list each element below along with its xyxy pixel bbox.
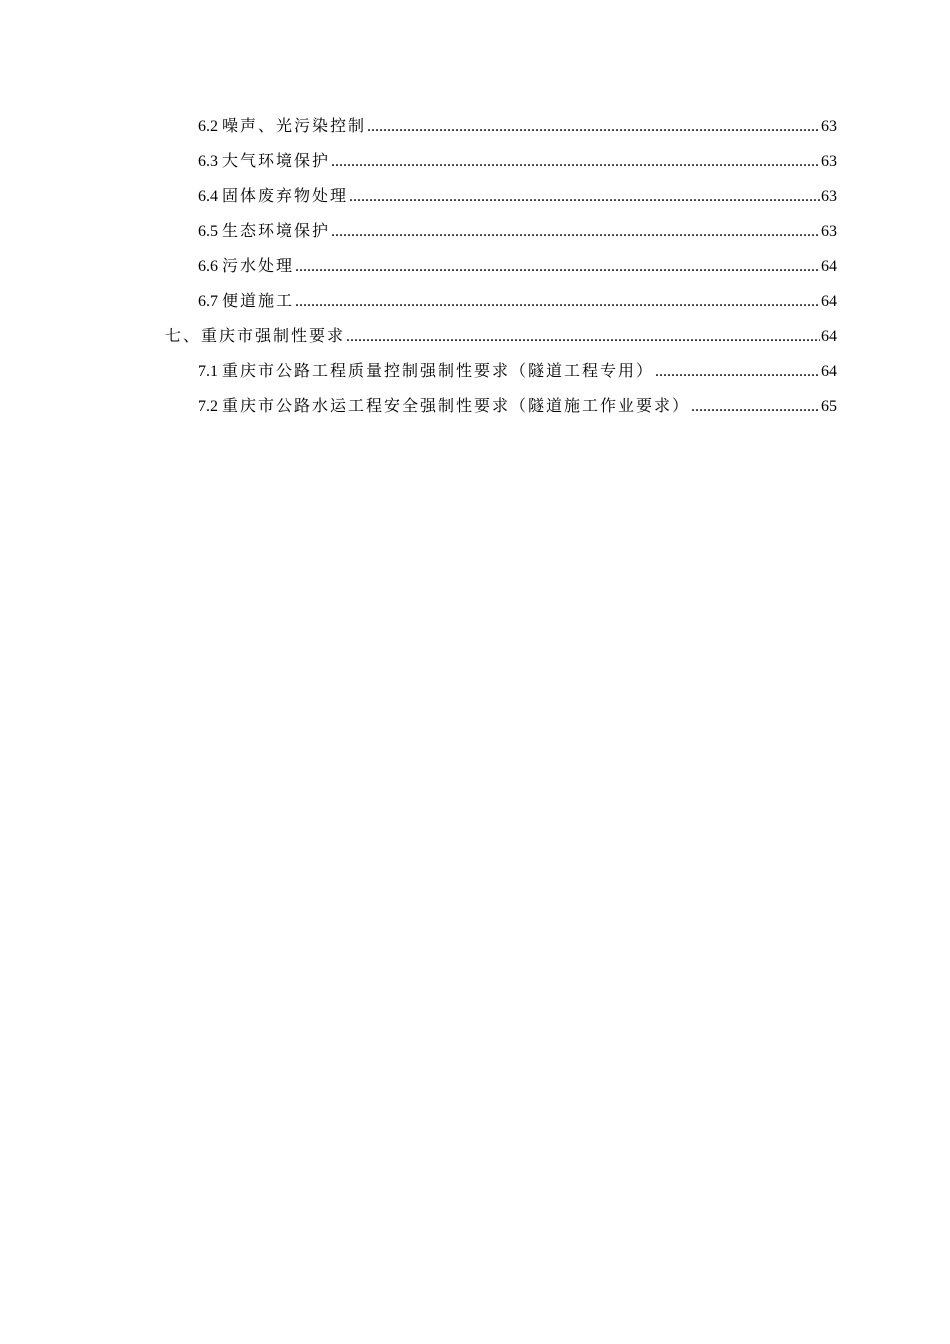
toc-entry-title (198, 287, 294, 316)
toc-entry-text: 污水处理 (222, 256, 295, 275)
toc-entry-text: 大气环境保护 (222, 151, 331, 170)
toc-entry-title (198, 182, 348, 211)
toc-leader-dots (331, 148, 820, 176)
toc-entry-number: 6.6 (198, 258, 218, 275)
toc-entry-number: 7.1 (198, 363, 218, 380)
toc-leader-dots (691, 393, 820, 421)
toc-entry-page: 63 (821, 153, 837, 170)
toc-entry-page: 64 (821, 328, 837, 345)
toc-entry-7-2[interactable] (165, 392, 837, 427)
toc-entry-page: 63 (821, 223, 837, 240)
toc-entry-page: 65 (821, 398, 837, 415)
toc-entry-number: 6.2 (198, 118, 218, 135)
toc-entry-chapter-7[interactable] (165, 322, 837, 357)
toc-entry-text: 重庆市公路工程质量控制强制性要求（隧道工程专用） (222, 361, 655, 380)
toc-entry-text: 固体废弃物处理 (222, 186, 349, 205)
toc-entry-6-6[interactable] (165, 252, 837, 287)
table-of-contents (165, 112, 837, 427)
toc-entry-title (165, 322, 345, 350)
toc-entry-title (198, 392, 690, 421)
toc-leader-dots (367, 113, 820, 141)
toc-entry-text: 七、重庆市强制性要求 (165, 326, 346, 345)
toc-entry-page: 64 (821, 293, 837, 310)
toc-entry-page: 63 (821, 118, 837, 135)
toc-entry-6-2[interactable] (165, 112, 837, 147)
toc-leader-dots (655, 358, 820, 386)
toc-entry-number: 7.2 (198, 398, 218, 415)
toc-entry-title (198, 112, 366, 141)
toc-entry-text: 生态环境保护 (222, 221, 331, 240)
toc-entry-6-3[interactable] (165, 147, 837, 182)
toc-entry-title (198, 217, 330, 246)
toc-entry-6-5[interactable] (165, 217, 837, 252)
toc-leader-dots (349, 183, 820, 211)
toc-leader-dots (346, 323, 820, 351)
toc-entry-page: 63 (821, 188, 837, 205)
toc-entry-7-1[interactable] (165, 357, 837, 392)
toc-entry-page: 64 (821, 363, 837, 380)
toc-entry-number: 6.3 (198, 153, 218, 170)
toc-entry-text: 便道施工 (222, 291, 295, 310)
toc-entry-title (198, 252, 294, 281)
toc-entry-6-4[interactable] (165, 182, 837, 217)
toc-entry-title (198, 147, 330, 176)
toc-entry-text: 重庆市公路水运工程安全强制性要求（隧道施工作业要求） (222, 396, 691, 415)
toc-entry-6-7[interactable] (165, 287, 837, 322)
toc-leader-dots (331, 218, 820, 246)
toc-entry-number: 6.7 (198, 293, 218, 310)
toc-leader-dots (295, 253, 820, 281)
toc-entry-page: 64 (821, 258, 837, 275)
toc-leader-dots (295, 288, 820, 316)
toc-entry-number: 6.4 (198, 188, 218, 205)
toc-entry-text: 噪声、光污染控制 (222, 116, 367, 135)
toc-entry-title (198, 357, 654, 386)
toc-entry-number: 6.5 (198, 223, 218, 240)
